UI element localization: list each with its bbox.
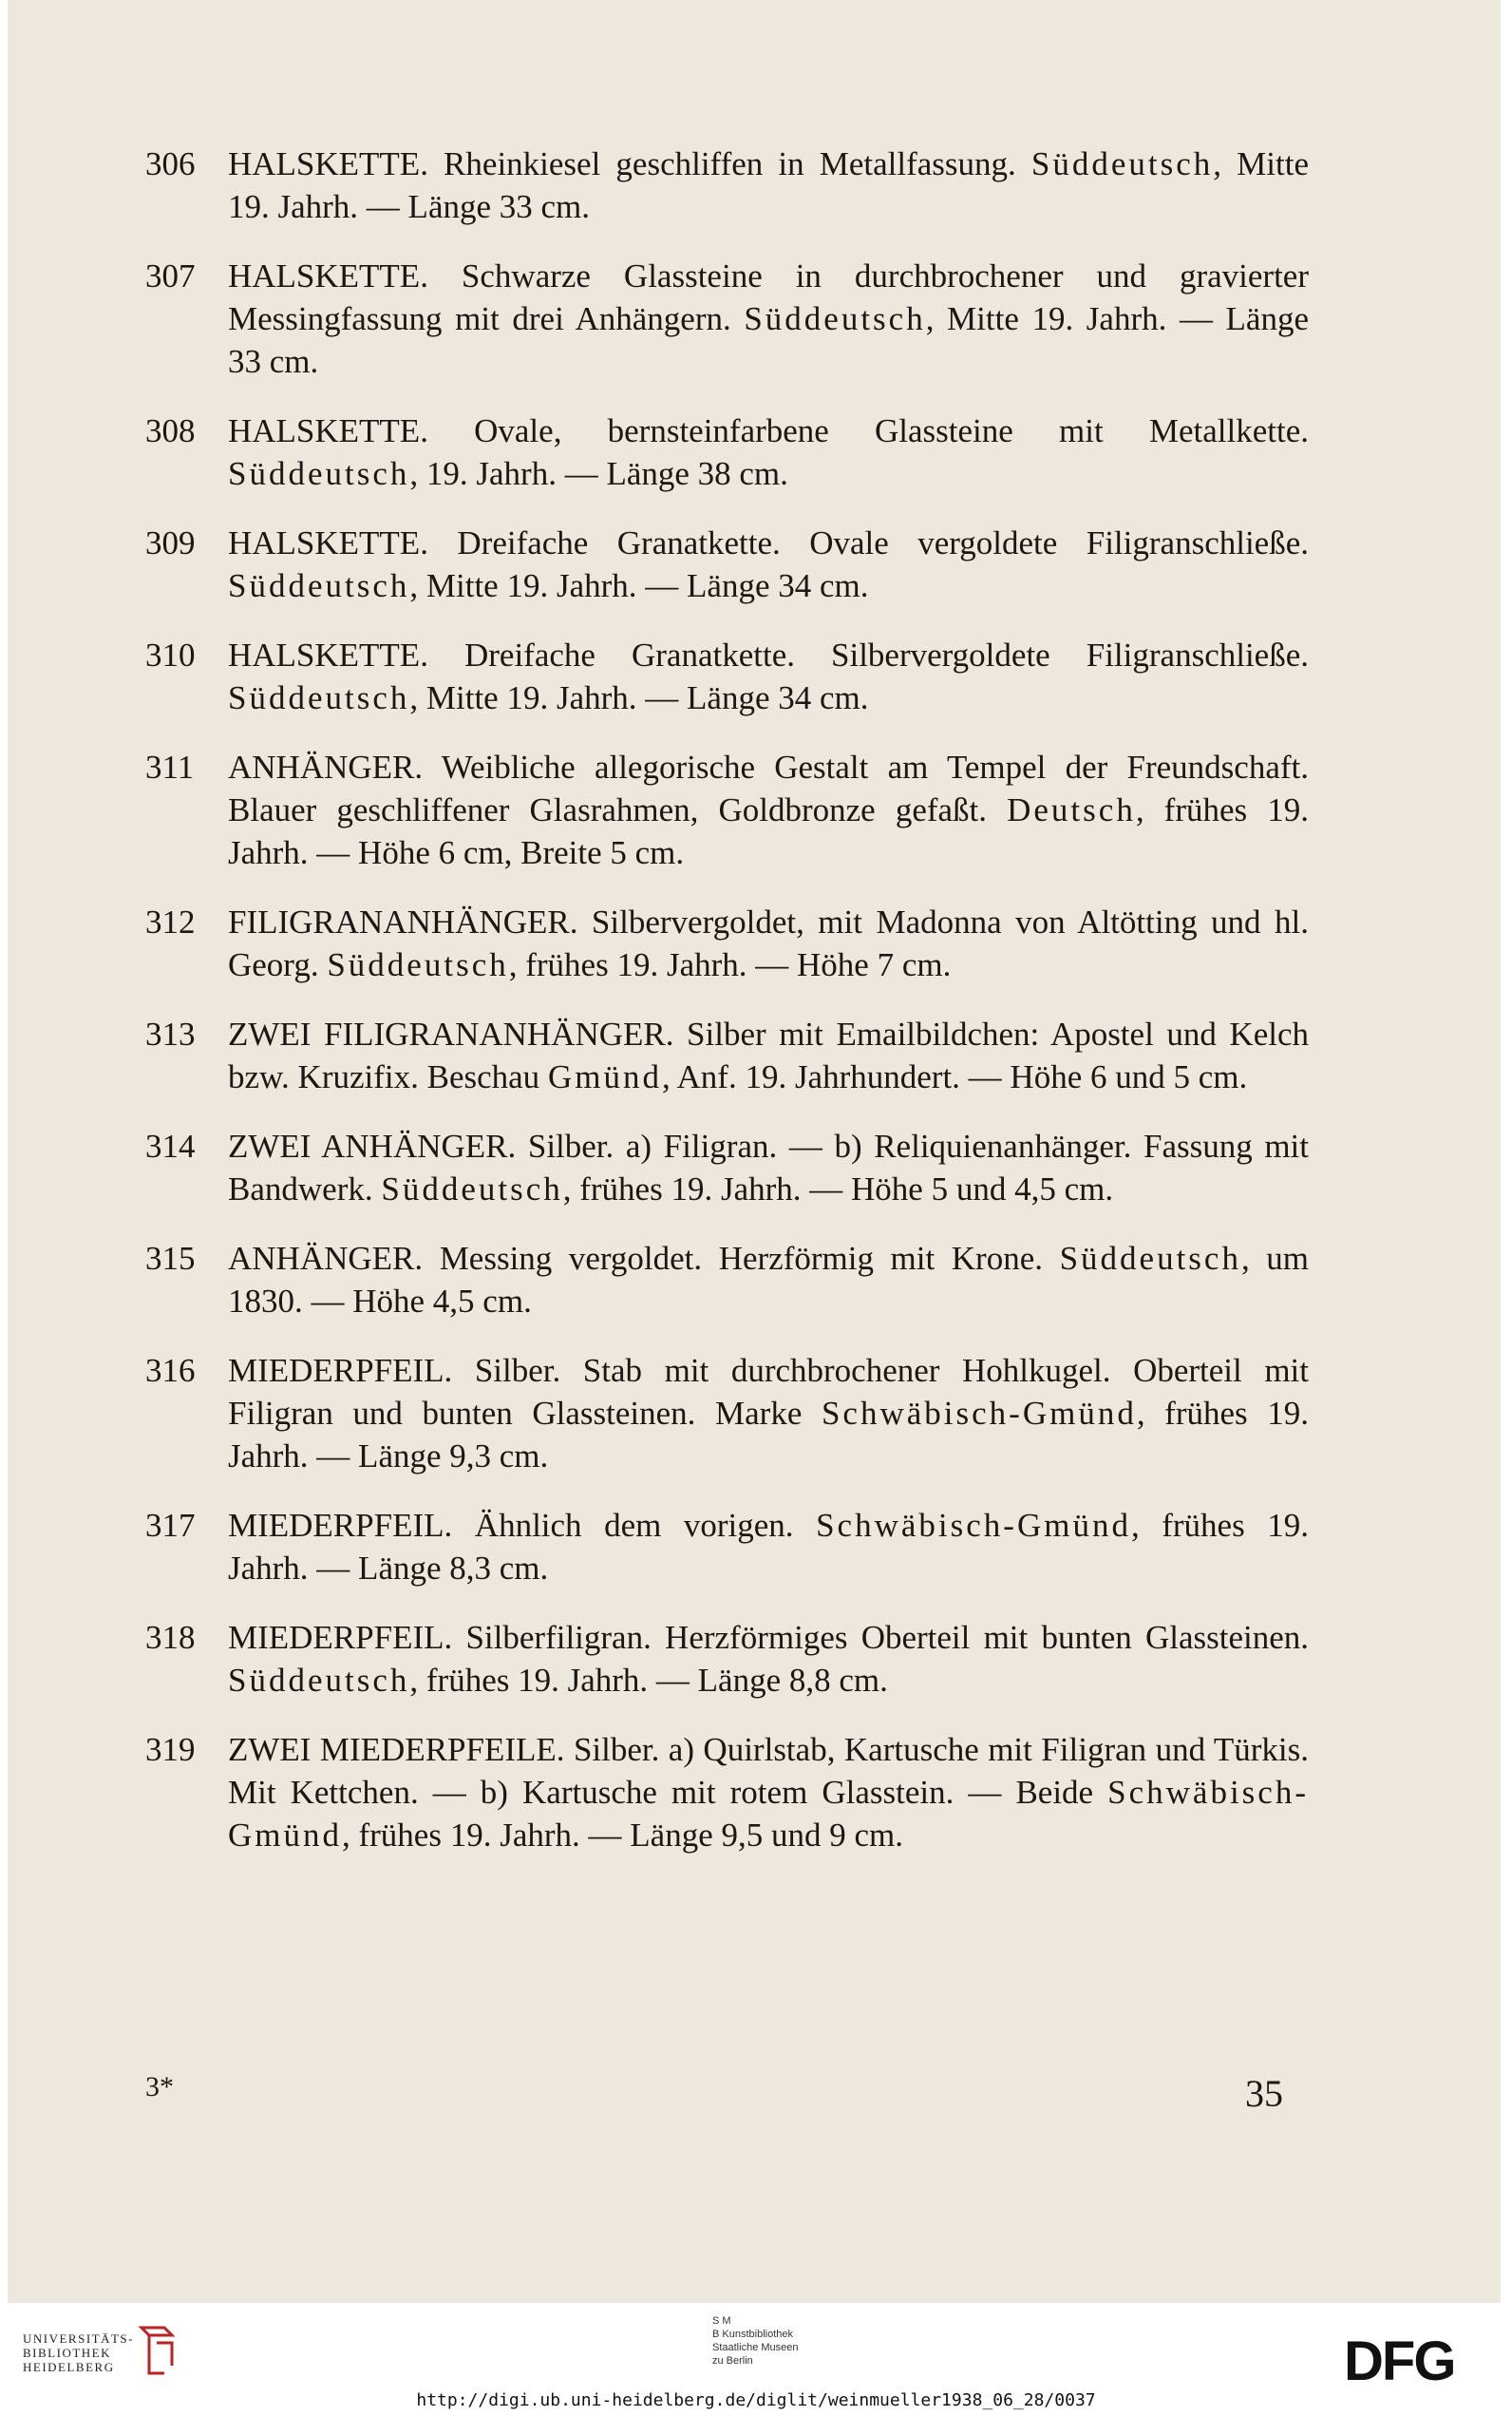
entry-description: , Mitte 19. Jahrh. — Länge 34 cm.: [409, 567, 869, 604]
entry-number: 310: [145, 637, 196, 674]
entry-description: ANHÄNGER. Messing vergoldet. Herzförmig mit Krone.: [228, 1240, 1060, 1277]
catalog-entry: [145, 1237, 1309, 1322]
entry-description: , frühes 19. Jahrh. — Länge 8,3 cm.: [228, 1507, 1309, 1587]
signature-mark: 3*: [145, 2071, 174, 2102]
entry-description: ZWEI FILIGRANANHÄNGER. Silber mit Emailbildchen: Apostel und Kelch bzw. Kruzifix. Beschau: [228, 1016, 1309, 1095]
entry-description: , 19. Jahrh. — Länge 38 cm.: [409, 455, 788, 492]
entry-description: HALSKETTE. Dreifache Granatkette. Ovale vergoldete Filigranschließe.: [228, 524, 1309, 561]
entry-origin: Süddeutsch: [1059, 1240, 1241, 1277]
entry-description: , Mitte 19. Jahrh. — Länge 33 cm.: [228, 145, 1309, 225]
entry-text: [228, 1237, 1309, 1322]
university-line-2: BIBLIOTHEK: [23, 2346, 111, 2360]
entry-description: MIEDERPFEIL. Silber. Stab mit durchbrochener Hohlkugel. Oberteil mit Filigran und bunten Glassteinen. Marke: [228, 1352, 1309, 1432]
entry-description: , Mitte 19. Jahrh. — Länge 33 cm.: [228, 300, 1309, 380]
entry-description: , frühes 19. Jahrh. — Länge 9,3 cm.: [228, 1395, 1309, 1474]
entry-text: [228, 522, 1309, 607]
entry-description: , frühes 19. Jahrh. — Höhe 6 cm, Breite 5 cm.: [228, 791, 1309, 871]
entry-origin: Süddeutsch: [228, 455, 410, 492]
entry-origin: Süddeutsch: [744, 300, 926, 337]
scanned-page: [8, 0, 1501, 2303]
university-line-1: UNIVERSITÄTS-: [23, 2331, 134, 2346]
entry-number: 312: [145, 904, 196, 941]
entry-text: [228, 1349, 1309, 1477]
entry-text: [228, 409, 1309, 495]
entry-origin: Süddeutsch: [327, 946, 509, 983]
catalog-entry: [145, 522, 1309, 607]
university-line-3: HEIDELBERG: [23, 2360, 115, 2374]
entry-description: HALSKETTE. Rheinkiesel geschliffen in Metallfassung.: [228, 145, 1031, 182]
entry-description: FILIGRANANHÄNGER. Silbervergoldet, mit Madonna von Altötting und hl. Georg.: [228, 904, 1309, 983]
entry-description: , frühes 19. Jahrh. — Höhe 7 cm.: [508, 946, 952, 983]
catalog-entry: [145, 1616, 1309, 1702]
entry-text: [228, 634, 1309, 719]
entry-number: 311: [145, 749, 195, 786]
catalog-entry: [145, 1349, 1309, 1477]
catalog-entry: [145, 255, 1309, 383]
entry-number: 309: [145, 524, 196, 561]
entry-origin: Süddeutsch: [228, 567, 410, 604]
catalog-entry: [145, 634, 1309, 719]
entry-text: [228, 901, 1309, 986]
entry-description: HALSKETTE. Dreifache Granatkette. Silbervergoldete Filigranschließe.: [228, 637, 1309, 674]
entry-description: HALSKETTE. Ovale, bernsteinfarbene Glassteine mit Metallkette.: [228, 412, 1309, 449]
entry-text: [228, 1616, 1309, 1702]
entry-text: [228, 143, 1309, 228]
entry-number: 308: [145, 412, 196, 449]
entry-number: 318: [145, 1619, 196, 1656]
university-logo-icon: [136, 2324, 178, 2379]
entry-origin: Schwäbisch-Gmünd: [821, 1395, 1137, 1432]
entry-origin: Schwäbisch-Gmünd: [228, 1774, 1309, 1854]
entry-origin: Süddeutsch: [228, 1662, 410, 1699]
smb-line-2: B Kunstbibliothek: [712, 2329, 793, 2340]
entry-description: HALSKETTE. Schwarze Glassteine in durchbrochener und gravierter Messingfassung mit drei Anhängern.: [228, 257, 1309, 337]
entry-number: 317: [145, 1507, 196, 1544]
entry-text: [228, 1504, 1309, 1589]
source-url[interactable]: http://digi.ub.uni-heidelberg.de/diglit/weinmueller1938_06_28/0037: [416, 2390, 1096, 2410]
entry-text: [228, 1013, 1309, 1098]
page-number: 35: [1245, 2072, 1283, 2115]
catalog-entry: [145, 746, 1309, 874]
entry-description: , frühes 19. Jahrh. — Länge 9,5 und 9 cm.: [342, 1817, 903, 1854]
entry-description: ZWEI MIEDERPFEILE. Silber. a) Quirlstab, Kartusche mit Filigran und Türkis. Mit Kettchen. — b) Kartusche mit rotem Glasstein. — Beide: [228, 1731, 1309, 1811]
entry-description: , um 1830. — Höhe 4,5 cm.: [228, 1240, 1309, 1320]
catalog-entry: [145, 143, 1309, 228]
smb-line-3: Staatliche Museen: [712, 2342, 799, 2353]
entry-number: 307: [145, 257, 196, 295]
entry-description: ANHÄNGER. Weibliche allegorische Gestalt am Tempel der Freundschaft. Blauer geschliffener Glasrahmen, Goldbronze gefaßt.: [228, 749, 1309, 828]
entry-origin: Schwäbisch-Gmünd: [816, 1507, 1131, 1544]
university-library-label: [23, 2331, 134, 2374]
entry-number: 316: [145, 1352, 196, 1389]
entry-text: [228, 255, 1309, 383]
entry-text: [228, 1728, 1309, 1856]
entry-description: , Anf. 19. Jahrhundert. — Höhe 6 und 5 cm.: [661, 1058, 1248, 1095]
entry-description: ZWEI ANHÄNGER. Silber. a) Filigran. — b) Reliquienanhänger. Fassung mit Bandwerk.: [228, 1128, 1309, 1208]
entry-number: 306: [145, 145, 196, 182]
entry-description: , Mitte 19. Jahrh. — Länge 34 cm.: [409, 679, 869, 716]
entry-number: 313: [145, 1016, 196, 1053]
viewer-footer: [0, 2303, 1512, 2416]
catalog-entry: [145, 1504, 1309, 1589]
catalog-entry: [145, 1013, 1309, 1098]
smb-kunstbibliothek-label: [712, 2314, 799, 2368]
dfg-logo: DFG: [1344, 2330, 1455, 2392]
entry-text: [228, 1125, 1309, 1210]
entry-number: 319: [145, 1731, 196, 1768]
entry-description: MIEDERPFEIL. Silberfiligran. Herzförmiges Oberteil mit bunten Glassteinen.: [228, 1619, 1309, 1656]
entry-origin: Gmünd: [547, 1058, 662, 1095]
smb-line-1: S M: [712, 2315, 731, 2327]
catalog-entry: [145, 1125, 1309, 1210]
entry-description: MIEDERPFEIL. Ähnlich dem vorigen.: [228, 1507, 817, 1544]
catalog-entry: [145, 1728, 1309, 1856]
entry-description: , frühes 19. Jahrh. — Länge 8,8 cm.: [409, 1662, 888, 1699]
entry-number: 314: [145, 1128, 196, 1165]
entry-origin: Süddeutsch: [1030, 145, 1214, 182]
entry-text: [228, 746, 1309, 874]
entry-origin: Süddeutsch: [381, 1170, 563, 1208]
entry-origin: Deutsch: [1007, 791, 1136, 828]
catalog-entry: [145, 409, 1309, 495]
catalog-entry: [145, 901, 1309, 986]
entry-description: , frühes 19. Jahrh. — Höhe 5 und 4,5 cm.: [562, 1170, 1114, 1208]
smb-line-4: zu Berlin: [712, 2355, 753, 2367]
catalog-entries: [145, 143, 1309, 1883]
entry-origin: Süddeutsch: [228, 679, 410, 716]
entry-number: 315: [145, 1240, 196, 1277]
